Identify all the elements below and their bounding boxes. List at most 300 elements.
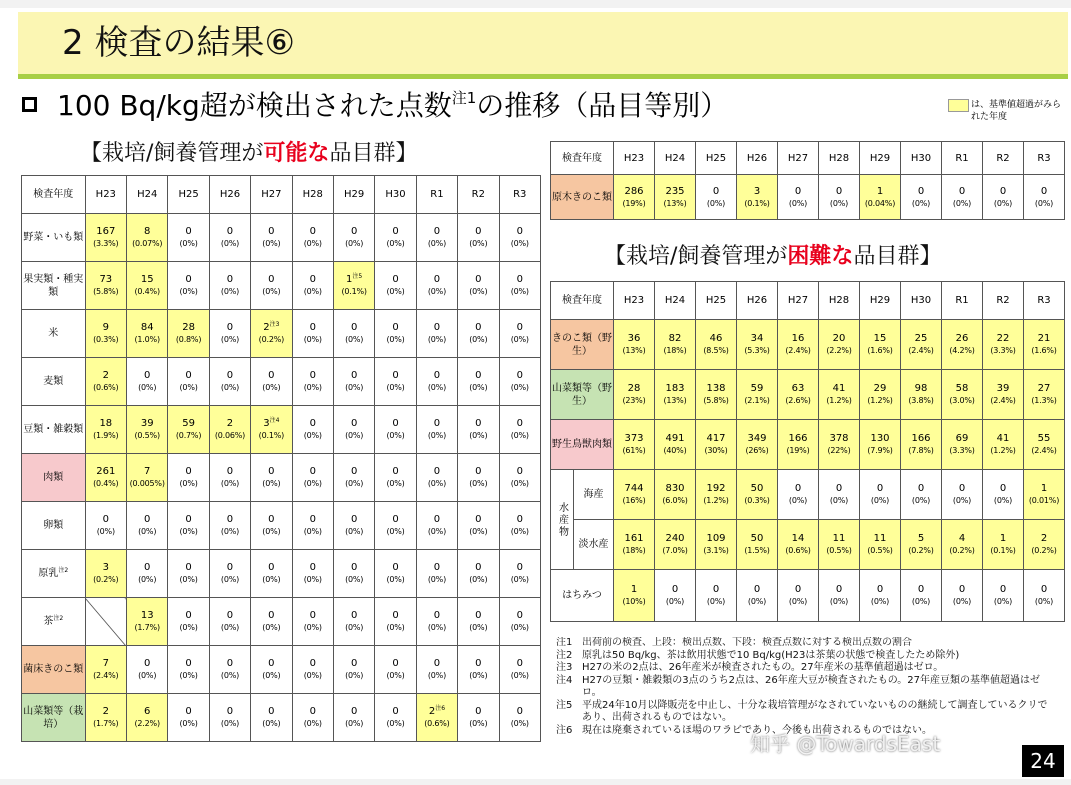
value-cell: [901, 570, 942, 622]
percent-value: (7.9%): [867, 446, 893, 455]
value-cell: [333, 502, 374, 550]
value-cell: [416, 214, 457, 262]
percent-value: (0%): [386, 239, 405, 248]
count-value: 0: [350, 418, 358, 429]
row-label-cell: [551, 420, 614, 470]
count-value: 0: [392, 418, 399, 429]
value-cell: [1024, 320, 1065, 370]
value-cell: [655, 520, 696, 570]
count-value: 15: [873, 333, 887, 344]
value-cell: [375, 502, 416, 550]
count-value: 0: [392, 562, 399, 573]
count-value: 0: [144, 658, 151, 669]
value-cell: [209, 694, 250, 742]
count-value: 3$^{注4}$: [263, 417, 280, 429]
value-cell: [614, 320, 655, 370]
footnote: [556, 650, 1056, 663]
count-value: 0: [309, 658, 316, 669]
value-cell: [499, 214, 540, 262]
count-value: 0: [516, 274, 523, 285]
table-row: [22, 310, 541, 358]
value-cell: [375, 598, 416, 646]
percent-value: (1.2%): [990, 446, 1016, 455]
count-value: 0: [185, 514, 192, 525]
percent-value: (7.0%): [662, 546, 688, 555]
count-value: 0: [475, 610, 482, 621]
percent-value: (0%): [303, 623, 322, 632]
value-cell: [85, 406, 126, 454]
percent-value: (3.3%): [990, 346, 1016, 355]
value-cell: [85, 262, 126, 310]
percent-value: (0%): [386, 719, 405, 728]
year-header-cell: H29: [860, 282, 901, 320]
count-value: 0: [268, 466, 275, 477]
count-value: 0: [226, 322, 234, 333]
percent-value: (0.06%): [214, 431, 246, 440]
header-label-cell: 検査年度: [551, 282, 614, 320]
percent-value: (0.5%): [867, 546, 893, 555]
count-value: 349: [747, 433, 767, 444]
value-cell: [127, 214, 168, 262]
value-cell: [860, 420, 901, 470]
percent-value: (0%): [386, 575, 405, 584]
value-cell: [901, 175, 942, 220]
count-value: 1$^{注5}$: [346, 273, 363, 285]
count-value: 0: [516, 514, 523, 525]
value-cell: [416, 550, 457, 598]
percent-value: (0%): [386, 431, 405, 440]
count-value: 0: [144, 514, 151, 525]
count-value: 192: [706, 483, 726, 494]
slide-title: 2 検査の結果⑥: [62, 23, 295, 63]
row-label: 山菜類等（野生）: [552, 382, 612, 407]
percent-value: (1.3%): [1031, 396, 1057, 405]
row-label: 原乳: [38, 568, 59, 579]
value-cell: [458, 214, 499, 262]
percent-value: (0%): [386, 287, 405, 296]
percent-value: (0%): [788, 496, 808, 505]
count-value: 28: [627, 383, 641, 394]
count-value: 0: [794, 584, 802, 595]
table-row: [551, 520, 1065, 570]
count-value: 0: [433, 610, 441, 621]
percent-value: (0.6%): [785, 546, 811, 555]
count-value: 1: [630, 584, 638, 595]
value-cell: [614, 175, 655, 220]
value-cell: [251, 358, 292, 406]
value-cell: [85, 454, 126, 502]
heading-difficult-post: 品目群】: [853, 244, 942, 269]
value-cell: [778, 520, 819, 570]
count-value: 0: [475, 274, 482, 285]
value-cell: [655, 420, 696, 470]
value-cell: [375, 550, 416, 598]
count-value: 0: [309, 466, 316, 477]
value-cell: [127, 406, 168, 454]
count-value: 18: [99, 418, 113, 429]
percent-value: (3.1%): [703, 546, 729, 555]
percent-value: (0%): [469, 479, 488, 488]
percent-value: (0%): [829, 496, 849, 505]
count-value: 240: [665, 533, 685, 544]
value-cell: [614, 420, 655, 470]
percent-value: (0%): [220, 335, 240, 344]
percent-value: (0%): [788, 597, 808, 606]
count-value: 0: [185, 706, 192, 717]
count-value: 744: [624, 483, 644, 494]
count-value: 0: [392, 226, 399, 237]
value-cell: [655, 370, 696, 420]
percent-value: (0%): [345, 719, 364, 728]
count-value: 0: [835, 483, 843, 494]
count-value: 0: [226, 370, 234, 381]
value-cell: [209, 550, 250, 598]
percent-value: (0%): [303, 431, 322, 440]
value-cell: [168, 358, 209, 406]
value-cell: [458, 646, 499, 694]
count-value: 0: [392, 274, 399, 285]
year-header-cell: H24: [655, 142, 696, 175]
count-value: 0: [392, 466, 399, 477]
value-cell: [901, 420, 942, 470]
count-value: 0: [475, 370, 482, 381]
count-value: 1: [1040, 483, 1048, 494]
value-cell: [292, 550, 333, 598]
count-value: 0: [185, 610, 192, 621]
value-cell: [333, 214, 374, 262]
count-value: 1: [999, 533, 1007, 544]
value-cell: [655, 570, 696, 622]
row-label-cell: [22, 646, 86, 694]
value-cell: [1024, 470, 1065, 520]
value-cell: [499, 310, 540, 358]
not-applicable-cell: [85, 598, 126, 646]
count-value: 7: [144, 466, 151, 477]
value-cell: [458, 262, 499, 310]
percent-value: (0%): [469, 431, 488, 440]
row-label-cell: [22, 502, 86, 550]
row-label: 豆類・雑穀類: [23, 424, 84, 435]
percent-value: (0.2%): [908, 546, 934, 555]
percent-value: (7.8%): [908, 446, 934, 455]
value-cell: [251, 406, 292, 454]
percent-value: (0.7%): [175, 431, 202, 440]
count-value: 2: [102, 370, 109, 381]
year-header-cell: H25: [168, 176, 209, 214]
percent-value: (0%): [386, 623, 405, 632]
value-cell: [251, 454, 292, 502]
percent-value: (0%): [510, 527, 529, 536]
percent-value: (0%): [1034, 597, 1054, 606]
count-value: 69: [955, 433, 969, 444]
value-cell: [614, 370, 655, 420]
count-value: 0: [516, 466, 523, 477]
percent-value: (0%): [179, 287, 198, 296]
count-value: 8: [144, 226, 151, 237]
percent-value: (0%): [345, 623, 364, 632]
percent-value: (3.3%): [949, 446, 975, 455]
count-value: 0: [433, 322, 441, 333]
count-value: 11: [873, 533, 887, 544]
value-cell: [168, 646, 209, 694]
value-cell: [209, 454, 250, 502]
count-value: 0: [392, 658, 399, 669]
heading-difficult-pre: 【栽培/飼養管理が: [604, 244, 788, 269]
row-label-cell: 淡水産: [574, 520, 614, 570]
value-cell: [333, 646, 374, 694]
count-value: 1: [876, 185, 884, 197]
value-cell: [737, 570, 778, 622]
count-value: 0: [309, 562, 316, 573]
percent-value: (2.4%): [93, 671, 119, 680]
count-value: 0: [475, 418, 482, 429]
value-cell: [127, 550, 168, 598]
percent-value: (0%): [220, 287, 240, 296]
row-label-cell: 海産: [574, 470, 614, 520]
percent-value: (0.5%): [134, 431, 160, 440]
percent-value: (0%): [510, 575, 529, 584]
value-cell: [696, 520, 737, 570]
percent-value: (0.01%): [1028, 496, 1060, 505]
percent-value: (1.7%): [134, 623, 160, 632]
count-value: 0: [712, 185, 720, 197]
value-cell: [416, 406, 457, 454]
value-cell: [499, 598, 540, 646]
count-value: 0: [309, 418, 316, 429]
count-value: 34: [750, 333, 764, 344]
percent-value: (13%): [663, 396, 687, 405]
count-value: 0: [475, 514, 482, 525]
note-mark: 注5: [352, 273, 363, 280]
value-cell: [737, 175, 778, 220]
value-cell: [251, 262, 292, 310]
count-value: 0: [185, 226, 192, 237]
value-cell: [655, 175, 696, 220]
header-row: [551, 142, 1065, 175]
count-value: 0: [309, 706, 316, 717]
year-header-cell: H29: [860, 142, 901, 175]
percent-value: (13%): [663, 198, 687, 208]
count-value: 166: [911, 433, 931, 444]
table-manageable-items: [21, 175, 541, 742]
value-cell: [860, 520, 901, 570]
count-value: 0: [268, 274, 275, 285]
percent-value: (0%): [303, 239, 322, 248]
value-cell: [333, 454, 374, 502]
row-label: はちみつ: [562, 590, 602, 601]
value-cell: [168, 502, 209, 550]
percent-value: (61%): [622, 446, 646, 455]
count-value: 373: [624, 433, 644, 444]
percent-value: (0%): [179, 671, 198, 680]
heading-possible-pre: 【栽培/飼養管理が: [80, 141, 264, 166]
percent-value: (0%): [345, 239, 364, 248]
percent-value: (1.2%): [867, 396, 893, 405]
count-value: 0: [835, 584, 843, 595]
count-value: 0: [516, 610, 523, 621]
percent-value: (0%): [345, 575, 364, 584]
value-cell: [251, 310, 292, 358]
percent-value: (0.1%): [744, 198, 770, 208]
percent-value: (0%): [345, 335, 364, 344]
value-cell: [614, 470, 655, 520]
count-value: 2$^{注3}$: [263, 321, 280, 333]
title-rule: [18, 74, 1068, 79]
year-header-cell: R1: [942, 282, 983, 320]
heading-difficult: [604, 243, 1054, 275]
row-label-cell: [22, 694, 86, 742]
percent-value: (0%): [788, 198, 808, 208]
value-cell: [85, 502, 126, 550]
percent-value: (0%): [179, 719, 198, 728]
count-value: 0: [475, 706, 482, 717]
percent-value: (0.2%): [949, 546, 975, 555]
count-value: 0: [268, 706, 275, 717]
percent-value: (0%): [179, 527, 198, 536]
value-cell: [819, 370, 860, 420]
percent-value: (0%): [829, 597, 849, 606]
value-cell: [209, 598, 250, 646]
value-cell: [168, 262, 209, 310]
count-value: 0: [309, 322, 316, 333]
count-value: 39: [996, 383, 1010, 394]
percent-value: (1.2%): [826, 396, 852, 405]
subtitle: [22, 86, 942, 126]
value-cell: [614, 570, 655, 622]
table-log-mushrooms: [550, 141, 1065, 220]
row-label: 茶: [43, 616, 54, 627]
count-value: 20: [832, 333, 846, 344]
value-cell: [860, 320, 901, 370]
percent-value: (0%): [138, 671, 157, 680]
count-value: 21: [1037, 333, 1051, 344]
percent-value: (0%): [220, 719, 240, 728]
value-cell: [333, 550, 374, 598]
year-header-cell: H27: [251, 176, 292, 214]
count-value: 0: [876, 584, 884, 595]
count-value: 0: [350, 706, 358, 717]
count-value: 0: [516, 226, 523, 237]
value-cell: [168, 406, 209, 454]
value-cell: [168, 454, 209, 502]
row-label: 米: [48, 328, 59, 339]
percent-value: (0%): [179, 479, 198, 488]
row-label-cell: [22, 262, 86, 310]
percent-value: (0%): [303, 335, 322, 344]
percent-value: (0%): [427, 239, 446, 248]
percent-value: (0%): [220, 239, 240, 248]
percent-value: (0%): [469, 719, 488, 728]
count-value: 2$^{注6}$: [428, 705, 446, 717]
percent-value: (0.4%): [134, 287, 160, 296]
table-row: [551, 570, 1065, 622]
year-header-cell: H23: [614, 282, 655, 320]
percent-value: (0%): [665, 597, 685, 606]
year-header-cell: R2: [983, 142, 1024, 175]
value-cell: [819, 520, 860, 570]
percent-value: (0%): [262, 623, 281, 632]
percent-value: (0%): [427, 671, 446, 680]
value-cell: [209, 406, 250, 454]
watermark: 知乎 @TowardsEast: [750, 732, 941, 756]
percent-value: (0%): [303, 479, 322, 488]
year-header-cell: R3: [1024, 282, 1065, 320]
percent-value: (1.6%): [867, 346, 893, 355]
percent-value: (10%): [622, 597, 646, 606]
percent-value: (0.4%): [93, 479, 119, 488]
percent-value: (0%): [427, 527, 446, 536]
count-value: 0: [226, 658, 234, 669]
count-value: 0: [185, 466, 192, 477]
percent-value: (1.2%): [703, 496, 729, 505]
count-value: 0: [794, 483, 802, 494]
year-header-cell: H26: [737, 282, 778, 320]
square-bullet-icon: [22, 97, 37, 112]
footnote-text: 平成24年10月以降販売を中止し、十分な栽培管理がなされていないものの継続して調査しているクリであり、出荷されるものではない。: [582, 699, 1048, 723]
count-value: 41: [832, 383, 846, 394]
percent-value: (0%): [386, 383, 405, 392]
count-value: 0: [350, 514, 358, 525]
value-cell: [942, 370, 983, 420]
row-label-cell: [22, 598, 86, 646]
count-value: 0: [475, 562, 482, 573]
table-row: [551, 175, 1065, 220]
footnote-text: H27の豆類・雑穀類の3点のうち2点は、26年産大豆が検査されたもの。27年産豆類の基準値超過はゼロ。: [582, 674, 1041, 698]
value-cell: [819, 570, 860, 622]
count-value: 0: [309, 514, 316, 525]
header-row: [551, 282, 1065, 320]
value-cell: [696, 570, 737, 622]
count-value: 0: [999, 584, 1007, 595]
count-value: 9: [102, 322, 109, 333]
count-value: 109: [706, 533, 726, 544]
percent-value: (0%): [469, 671, 488, 680]
count-value: 5: [917, 533, 925, 544]
footnote-label: 注2: [556, 649, 573, 661]
value-cell: [614, 520, 655, 570]
count-value: 0: [475, 226, 482, 237]
value-cell: [168, 694, 209, 742]
count-value: 0: [350, 658, 358, 669]
count-value: 0: [392, 706, 399, 717]
count-value: 0: [516, 658, 523, 669]
count-value: 22: [996, 333, 1010, 344]
value-cell: [333, 358, 374, 406]
value-cell: [251, 694, 292, 742]
percent-value: (0%): [510, 287, 529, 296]
footnote: [556, 662, 1056, 675]
value-cell: [942, 420, 983, 470]
count-value: 138: [706, 383, 726, 394]
row-label-cell: [551, 320, 614, 370]
footnote-label: 注4: [556, 674, 573, 686]
count-value: 0: [671, 584, 679, 595]
value-cell: [416, 454, 457, 502]
value-cell: [696, 320, 737, 370]
count-value: 0: [433, 418, 441, 429]
count-value: 46: [709, 333, 723, 344]
value-cell: [1024, 175, 1065, 220]
count-value: 0: [268, 226, 275, 237]
percent-value: (0%): [469, 623, 488, 632]
value-cell: [127, 502, 168, 550]
count-value: 0: [433, 370, 441, 381]
value-cell: [375, 406, 416, 454]
count-value: 0: [999, 483, 1007, 494]
value-cell: [499, 358, 540, 406]
count-value: 0: [309, 226, 316, 237]
count-value: 0: [516, 418, 523, 429]
